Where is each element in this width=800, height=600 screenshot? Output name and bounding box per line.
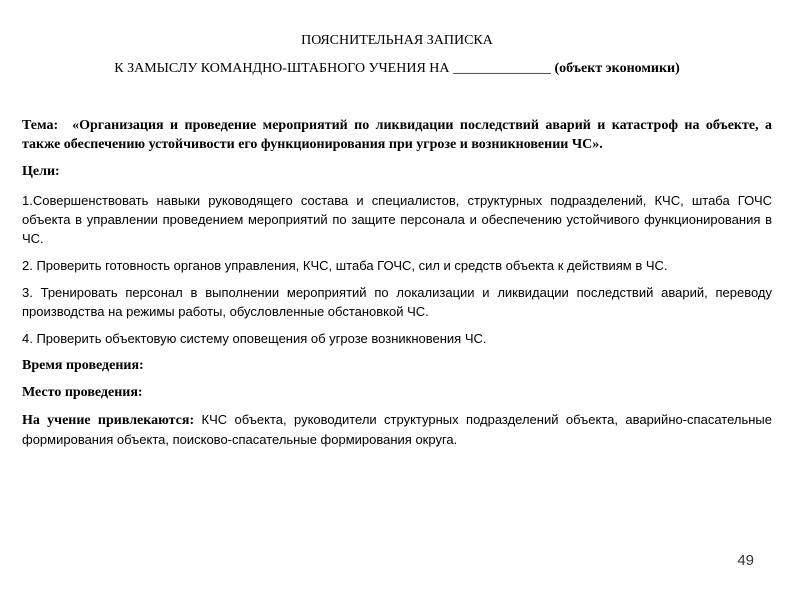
- document-page: [22, 0, 772, 600]
- document-title: ПОЯСНИТЕЛЬНАЯ ЗАПИСКА: [301, 33, 493, 48]
- place-heading: Место проведения:: [22, 385, 143, 400]
- subtitle-object: (объект экономики): [554, 61, 680, 76]
- theme-paragraph: [22, 116, 772, 154]
- goal-item: 4. Проверить объектовую систему оповещения об угрозе возникновения ЧС.: [22, 331, 487, 346]
- goal-item: 1.Совершенствовать навыки руководящего состава и специалистов, структурных подразделений, КЧС, штаба ГОЧС объекта в управлении проведением мероприятий по защите персонала и обеспечению устойчивого функционирования в ЧС.: [22, 193, 772, 246]
- goals-heading: Цели:: [22, 164, 60, 179]
- subtitle-text: К ЗАМЫСЛУ КОМАНДНО-ШТАБНОГО УЧЕНИЯ НА ______________: [114, 61, 551, 76]
- page-number: 49: [737, 552, 754, 569]
- participants-paragraph: [22, 410, 772, 449]
- participants-label: На учение привлекаются:: [22, 413, 195, 428]
- document-body: [22, 116, 772, 449]
- goal-item: 2. Проверить готовность органов управления, КЧС, штаба ГОЧС, сил и средств объекта к действиям в ЧС.: [22, 258, 668, 273]
- theme-label: Тема:: [22, 118, 59, 133]
- time-heading: Время проведения:: [22, 358, 144, 373]
- document-subtitle: [22, 60, 772, 78]
- theme-text: «Организация и проведение мероприятий по ликвидации последствий аварий и катастроф на объекте, а также обеспечению устойчивости его функционирования при угрозе и возникновении ЧС».: [22, 118, 772, 152]
- goal-item: 3. Тренировать персонал в выполнении мероприятий по локализации и ликвидации последствий аварий, переводу производства на режимы работы, обусловленные обстановкой ЧС.: [22, 285, 772, 319]
- participants-text: КЧС объекта, руководители структурных подразделений объекта, аварийно-спасательные формирования объекта, поисково-спасательные формирования округа.: [22, 412, 772, 447]
